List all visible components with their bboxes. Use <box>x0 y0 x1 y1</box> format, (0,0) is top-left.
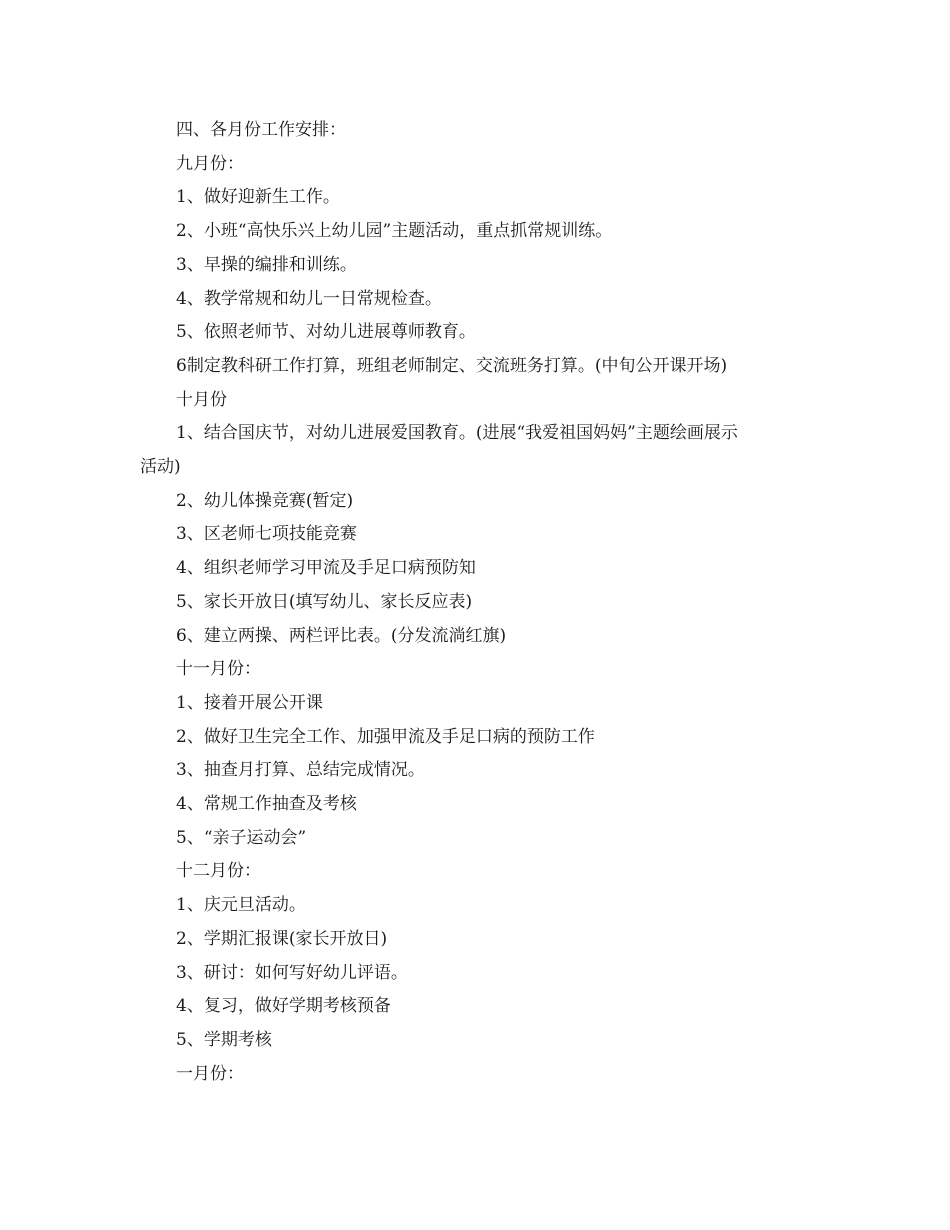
paragraph-line: 5、家长开放日(填写幼儿、家长反应表) <box>176 591 473 612</box>
paragraph-line: 5、“亲子运动会” <box>176 827 307 848</box>
paragraph-line: 2、小班“高快乐兴上幼儿园”主题活动，重点抓常规训练。 <box>176 221 613 242</box>
paragraph-line: 1、结合国庆节，对幼儿进展爱国教育。(进展“我爱祖国妈妈”主题绘画展示 <box>176 423 738 444</box>
paragraph-line: 一月份： <box>176 1063 244 1084</box>
paragraph-line: 3、研讨：如何写好幼儿评语。 <box>176 962 408 983</box>
paragraph-line: 1、庆元旦活动。 <box>176 895 306 916</box>
paragraph-line: 十一月份： <box>176 659 261 680</box>
paragraph-line: 3、抽查月打算、总结完成情况。 <box>176 760 425 781</box>
paragraph-line: 5、学期考核 <box>176 1029 272 1050</box>
paragraph-line: 3、区老师七项技能竞赛 <box>176 524 357 545</box>
paragraph-line: 1、接着开展公开课 <box>176 692 323 713</box>
paragraph-line: 2、幼儿体操竞赛(暂定) <box>176 490 354 511</box>
paragraph-line: 5、依照老师节、对幼儿进展尊师教育。 <box>176 322 476 343</box>
paragraph-line: 十月份 <box>176 389 227 410</box>
paragraph-line: 四、各月份工作安排： <box>176 120 346 140</box>
paragraph-line: 4、教学常规和幼儿一日常规检查。 <box>176 288 442 309</box>
paragraph-line: 6制定教科研工作打算，班组老师制定、交流班务打算。(中旬公开课开场) <box>176 355 728 376</box>
paragraph-line: 2、学期汇报课(家长开放日) <box>176 928 388 949</box>
document-body <box>140 114 820 1091</box>
paragraph-line: 4、复习，做好学期考核预备 <box>176 996 391 1017</box>
paragraph-line: 十二月份： <box>176 861 261 882</box>
paragraph-line: 3、早操的编排和训练。 <box>176 254 357 275</box>
paragraph-continuation-line: 活动) <box>140 457 181 478</box>
paragraph-line: 4、组织老师学习甲流及手足口病预防知 <box>176 558 476 579</box>
paragraph-line: 1、做好迎新生工作。 <box>176 187 340 208</box>
paragraph-line: 九月份： <box>176 153 244 174</box>
paragraph-line: 4、常规工作抽查及考核 <box>176 794 357 815</box>
paragraph-line: 6、建立两操、两栏评比表。(分发流淌红旗) <box>176 625 507 646</box>
paragraph-line: 2、做好卫生完全工作、加强甲流及手足口病的预防工作 <box>176 726 595 747</box>
